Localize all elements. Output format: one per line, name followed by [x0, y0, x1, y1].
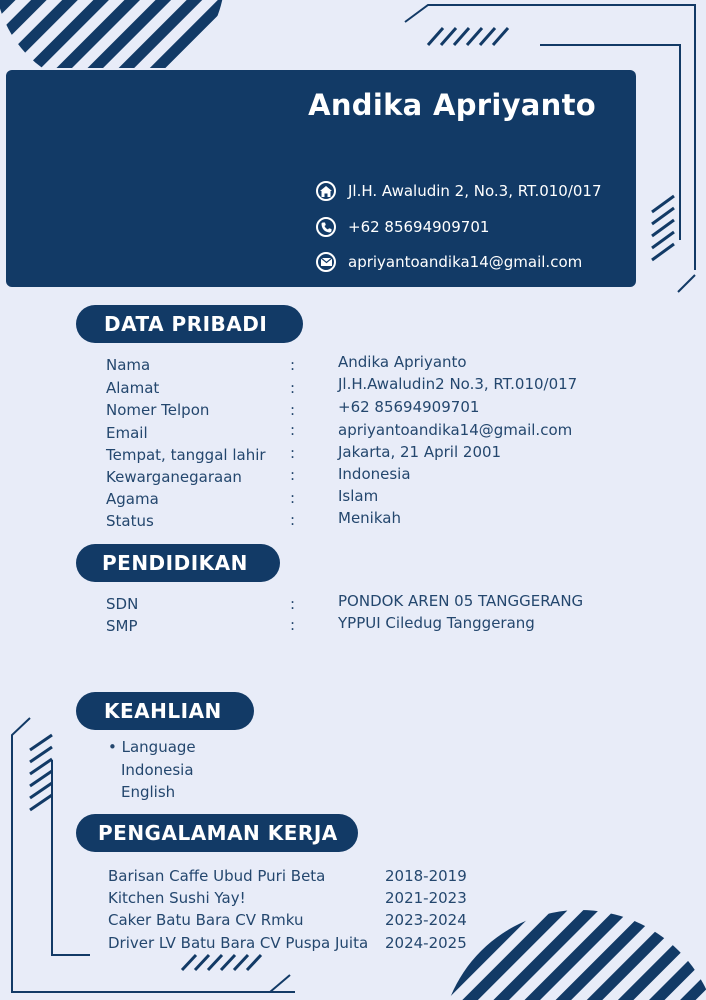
separator: :	[290, 401, 296, 419]
skill-item: English	[121, 783, 176, 801]
personal-label: Tempat, tanggal lahir	[106, 446, 266, 464]
separator: :	[290, 421, 296, 439]
experience-place: Kitchen Sushi Yay!	[108, 889, 246, 907]
education-level: SMP	[106, 617, 138, 635]
personal-value: Islam	[338, 487, 379, 505]
contact-address-text: Jl.H. Awaludin 2, No.3, RT.010/017	[348, 182, 602, 200]
separator: :	[290, 379, 296, 397]
separator: :	[290, 616, 296, 634]
skill-category: • Language	[108, 738, 196, 756]
contact-phone-text: +62 85694909701	[348, 218, 490, 236]
separator: :	[290, 466, 296, 484]
separator: :	[290, 595, 296, 613]
personal-value: Jakarta, 21 April 2001	[338, 443, 502, 461]
personal-label: Nomer Telpon	[106, 401, 210, 419]
hatch-right	[652, 196, 695, 292]
home-icon	[316, 181, 336, 201]
education-school: YPPUI Ciledug Tanggerang	[338, 614, 535, 632]
striped-circle-bottom	[440, 910, 706, 1000]
contact-email	[316, 250, 582, 274]
experience-years: 2023-2024	[385, 911, 467, 929]
personal-value: apriyantoandika14@gmail.com	[338, 421, 573, 439]
contact-address	[316, 179, 602, 203]
personal-label: Status	[106, 512, 154, 530]
education-level: SDN	[106, 595, 139, 613]
email-icon	[316, 252, 336, 272]
personal-value: Andika Apriyanto	[338, 353, 467, 371]
experience-place: Driver LV Batu Bara CV Puspa Juita	[108, 934, 369, 952]
personal-value: Jl.H.Awaludin2 No.3, RT.010/017	[338, 375, 578, 393]
contact-phone	[316, 215, 489, 239]
personal-value: Menikah	[338, 509, 401, 527]
section-heading-personal: DATA PRIBADI	[76, 305, 303, 343]
education-school: PONDOK AREN 05 TANGGERANG	[338, 592, 584, 610]
separator: :	[290, 489, 296, 507]
personal-label: Agama	[106, 490, 159, 508]
experience-place: Barisan Caffe Ubud Puri Beta	[108, 867, 326, 885]
section-heading-skills: KEAHLIAN	[76, 692, 254, 730]
separator: :	[290, 444, 296, 462]
candidate-name: Andika Apriyanto	[308, 88, 596, 122]
section-heading-experience: PENGALAMAN KERJA	[76, 814, 358, 852]
personal-label: Kewarganegaraan	[106, 468, 242, 486]
section-heading-education: PENDIDIKAN	[76, 544, 280, 582]
hatch-left	[30, 735, 52, 810]
separator: :	[290, 356, 296, 374]
hatch-bottom	[182, 955, 290, 992]
experience-years: 2024-2025	[385, 934, 467, 952]
skill-item: Indonesia	[121, 761, 194, 779]
experience-place: Caker Batu Bara CV Rmku	[108, 911, 304, 929]
hatch-top	[428, 28, 508, 45]
separator: :	[290, 511, 296, 529]
experience-years: 2018-2019	[385, 867, 467, 885]
contact-email-text: apriyantoandika14@gmail.com	[348, 253, 583, 271]
personal-label: Alamat	[106, 379, 160, 397]
personal-value: +62 85694909701	[338, 398, 480, 416]
experience-years: 2021-2023	[385, 889, 467, 907]
phone-icon	[316, 217, 336, 237]
personal-value: Indonesia	[338, 465, 411, 483]
personal-label: Email	[106, 424, 148, 442]
header-banner	[6, 70, 636, 287]
personal-label: Nama	[106, 356, 151, 374]
